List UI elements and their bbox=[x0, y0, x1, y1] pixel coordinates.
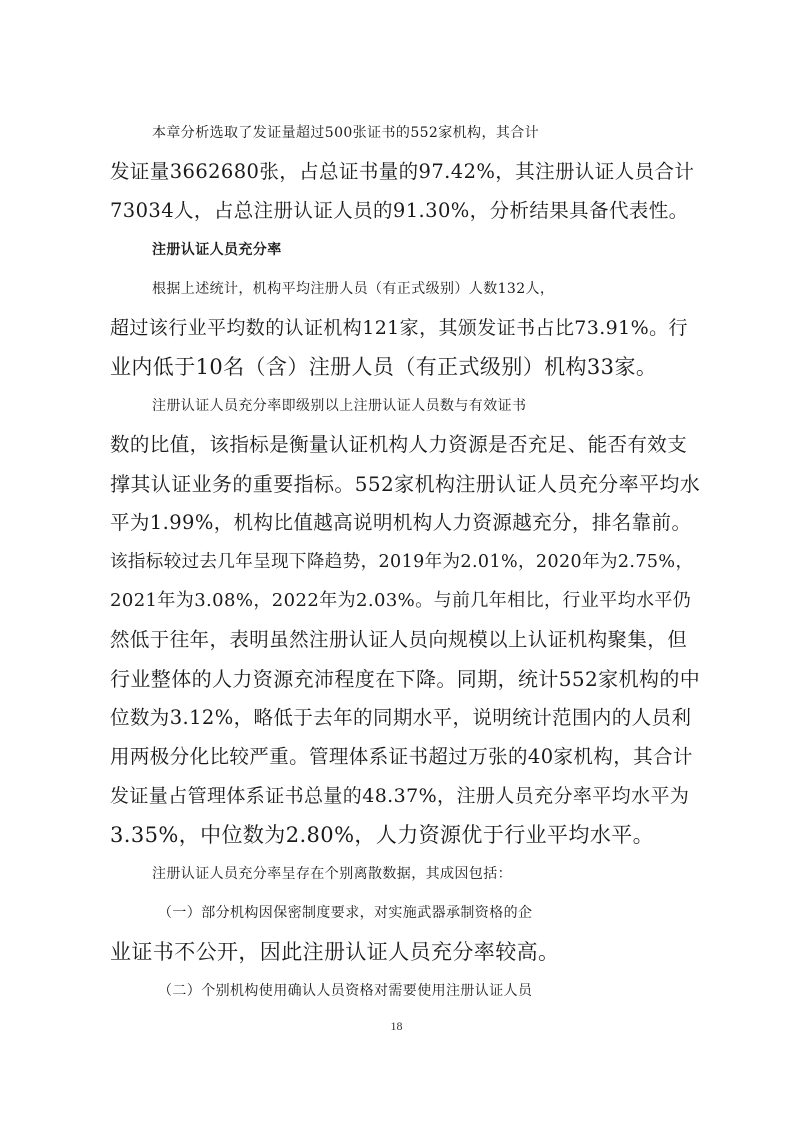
paragraph-3-line-12: 3.35%，中位数为2.80%，人力资源优于行业平均水平。 bbox=[110, 823, 655, 847]
paragraph-1-line-3: 73034人，占总注册认证人员的91.30%，分析结果具备代表性。 bbox=[110, 199, 689, 222]
paragraph-3-line-8: 行业整体的人力资源充沛程度在下降。同期，统计552家机构的中 bbox=[110, 667, 701, 691]
paragraph-3-line-9: 位数为3.12%，略低于去年的同期水平，说明统计范围内的人员利 bbox=[110, 706, 692, 729]
paragraph-3-line-1: 注册认证人员充分率即级别以上注册认证人员数与有效证书 bbox=[152, 398, 527, 414]
list-item-1-line-1: （一）部分机构因保密制度要求，对实施武器承制资格的企 bbox=[158, 905, 533, 921]
page-number: 18 bbox=[390, 1019, 403, 1033]
paragraph-3-line-7: 然低于往年，表明虽然注册认证人员向规模以上认证机构聚集，但 bbox=[110, 628, 688, 651]
paragraph-4-line-1: 注册认证人员充分率呈存在个别离散数据，其成因包括： bbox=[152, 866, 512, 882]
list-item-2-line-1: （二）个别机构使用确认人员资格对需要使用注册认证人员 bbox=[158, 983, 533, 999]
paragraph-1-line-2: 发证量3662680张，占总证书量的97.42%，其注册认证人员合计 bbox=[110, 160, 695, 183]
section-heading: 注册认证人员充分率 bbox=[152, 242, 282, 258]
paragraph-2-line-3: 业内低于10名（含）注册人员（有正式级别）机构33家。 bbox=[110, 355, 658, 379]
paragraph-3-line-11: 发证量占管理体系证书总量的48.37%，注册人员充分率平均水平为 bbox=[110, 785, 690, 807]
paragraph-3-line-5: 该指标较过去几年呈现下降趋势，2019年为2.01%，2020年为2.75%， bbox=[110, 552, 694, 572]
paragraph-2-line-2: 超过该行业平均数的认证机构121家，其颁发证书占比73.91%。行 bbox=[110, 317, 688, 339]
list-item-1-line-2: 业证书不公开，因此注册认证人员充分率较高。 bbox=[110, 940, 560, 964]
paragraph-3-line-3: 撑其认证业务的重要指标。552家机构注册认证人员充分率平均水 bbox=[110, 472, 701, 496]
paragraph-1-line-1: 本章分析选取了发证量超过500张证书的552家机构，其合计 bbox=[152, 125, 540, 141]
paragraph-3-line-10: 用两极分化比较严重。管理体系证书超过万张的40家机构，其合计 bbox=[110, 745, 693, 768]
paragraph-3-line-6: 2021年为3.08%，2022年为2.03%。与前几年相比，行业平均水平仍 bbox=[110, 590, 692, 611]
paragraph-2-line-1: 根据上述统计，机构平均注册人员（有正式级别）人数132人， bbox=[152, 281, 555, 297]
paragraph-3-line-4: 平为1.99%，机构比值越高说明机构人力资源越充分，排名靠前。 bbox=[110, 511, 692, 534]
paragraph-3-line-2: 数的比值，该指标是衡量认证机构人力资源是否充足、能否有效支 bbox=[110, 433, 688, 456]
